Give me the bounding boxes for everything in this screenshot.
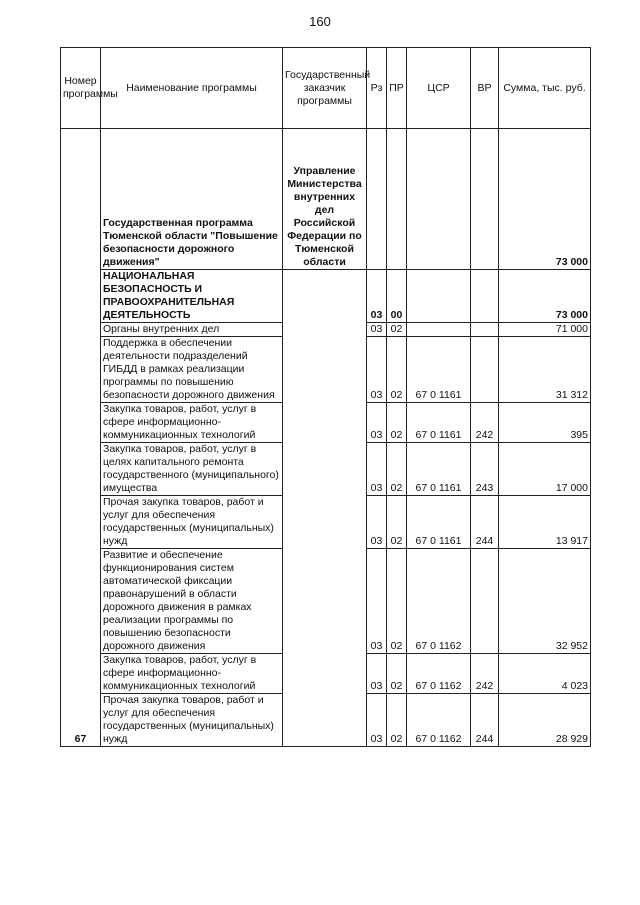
program-row xyxy=(61,129,591,270)
row-vr xyxy=(471,323,499,337)
row-pr: 02 xyxy=(387,337,407,403)
row-csr: 67 0 1162 xyxy=(407,549,471,654)
row-vr: 244 xyxy=(471,694,499,747)
row-sum: 31 312 xyxy=(499,337,591,403)
program-name: Государственная программа Тюменской области "Повышение безопасности дорожного движения" xyxy=(101,129,283,270)
row-name: Поддержка в обеспечении деятельности подразделений ГИБДД в рамках реализации программы по повышению безопасности дорожного движения xyxy=(101,337,283,403)
row-rz: 03 xyxy=(367,694,387,747)
header-program-name: Наименование программы xyxy=(101,48,283,129)
row-pr: 02 xyxy=(387,403,407,443)
row-sum: 73 000 xyxy=(499,270,591,323)
row-rz: 03 xyxy=(367,323,387,337)
row-vr xyxy=(471,337,499,403)
row-name: Закупка товаров, работ, услуг в сфере информационно-коммуникационных технологий xyxy=(101,403,283,443)
row-csr xyxy=(407,323,471,337)
budget-table xyxy=(60,47,591,747)
row-name: Прочая закупка товаров, работ и услуг для обеспечения государственных (муниципальных) нужд xyxy=(101,496,283,549)
program-sum: 73 000 xyxy=(499,129,591,270)
row-name: Закупка товаров, работ, услуг в целях капитального ремонта государственного (муниципального) имущества xyxy=(101,443,283,496)
header-row xyxy=(61,48,591,129)
row-name: НАЦИОНАЛЬНАЯ БЕЗОПАСНОСТЬ И ПРАВООХРАНИТЕЛЬНАЯ ДЕЯТЕЛЬНОСТЬ xyxy=(101,270,283,323)
row-sum: 4 023 xyxy=(499,654,591,694)
header-sum: Сумма, тыс. руб. xyxy=(499,48,591,129)
table-row xyxy=(61,270,591,323)
row-sum: 71 000 xyxy=(499,323,591,337)
row-csr: 67 0 1162 xyxy=(407,654,471,694)
row-csr: 67 0 1161 xyxy=(407,443,471,496)
row-pr: 00 xyxy=(387,270,407,323)
row-pr: 02 xyxy=(387,323,407,337)
header-csr: ЦСР xyxy=(407,48,471,129)
row-sum: 395 xyxy=(499,403,591,443)
row-pr: 02 xyxy=(387,443,407,496)
program-customer: Управление Министерства внутренних дел Российской Федерации по Тюменской области xyxy=(283,129,367,270)
header-rz: Рз xyxy=(367,48,387,129)
row-csr: 67 0 1161 xyxy=(407,337,471,403)
row-pr: 02 xyxy=(387,496,407,549)
row-vr: 243 xyxy=(471,443,499,496)
row-rz: 03 xyxy=(367,270,387,323)
row-sum: 13 917 xyxy=(499,496,591,549)
row-sum: 32 952 xyxy=(499,549,591,654)
row-rz: 03 xyxy=(367,549,387,654)
row-rz: 03 xyxy=(367,654,387,694)
row-csr: 67 0 1162 xyxy=(407,694,471,747)
header-vr: ВР xyxy=(471,48,499,129)
row-vr: 244 xyxy=(471,496,499,549)
row-pr: 02 xyxy=(387,694,407,747)
row-csr: 67 0 1161 xyxy=(407,403,471,443)
row-vr xyxy=(471,549,499,654)
row-name: Органы внутренних дел xyxy=(101,323,283,337)
page-number: 160 xyxy=(309,14,331,29)
row-rz: 03 xyxy=(367,443,387,496)
row-vr xyxy=(471,270,499,323)
row-rz: 03 xyxy=(367,337,387,403)
row-rz: 03 xyxy=(367,403,387,443)
row-name: Закупка товаров, работ, услуг в сфере информационно-коммуникационных технологий xyxy=(101,654,283,694)
row-rz: 03 xyxy=(367,496,387,549)
row-pr: 02 xyxy=(387,549,407,654)
row-sum: 28 929 xyxy=(499,694,591,747)
row-vr: 242 xyxy=(471,654,499,694)
row-csr: 67 0 1161 xyxy=(407,496,471,549)
row-name: Развитие и обеспечение функционирования систем автоматической фиксации правонарушений в области дорожного движения в рамках реализации программы по повышению безопасности дорожного движения xyxy=(101,549,283,654)
program-number: 67 xyxy=(61,129,101,747)
row-sum: 17 000 xyxy=(499,443,591,496)
row-csr xyxy=(407,270,471,323)
row-vr: 242 xyxy=(471,403,499,443)
header-pr: ПР xyxy=(387,48,407,129)
row-pr: 02 xyxy=(387,654,407,694)
header-customer: Государственный заказчик программы xyxy=(283,48,367,129)
row-name: Прочая закупка товаров, работ и услуг для обеспечения государственных (муниципальных) нужд xyxy=(101,694,283,747)
header-program-number: Номер программы xyxy=(61,48,101,129)
